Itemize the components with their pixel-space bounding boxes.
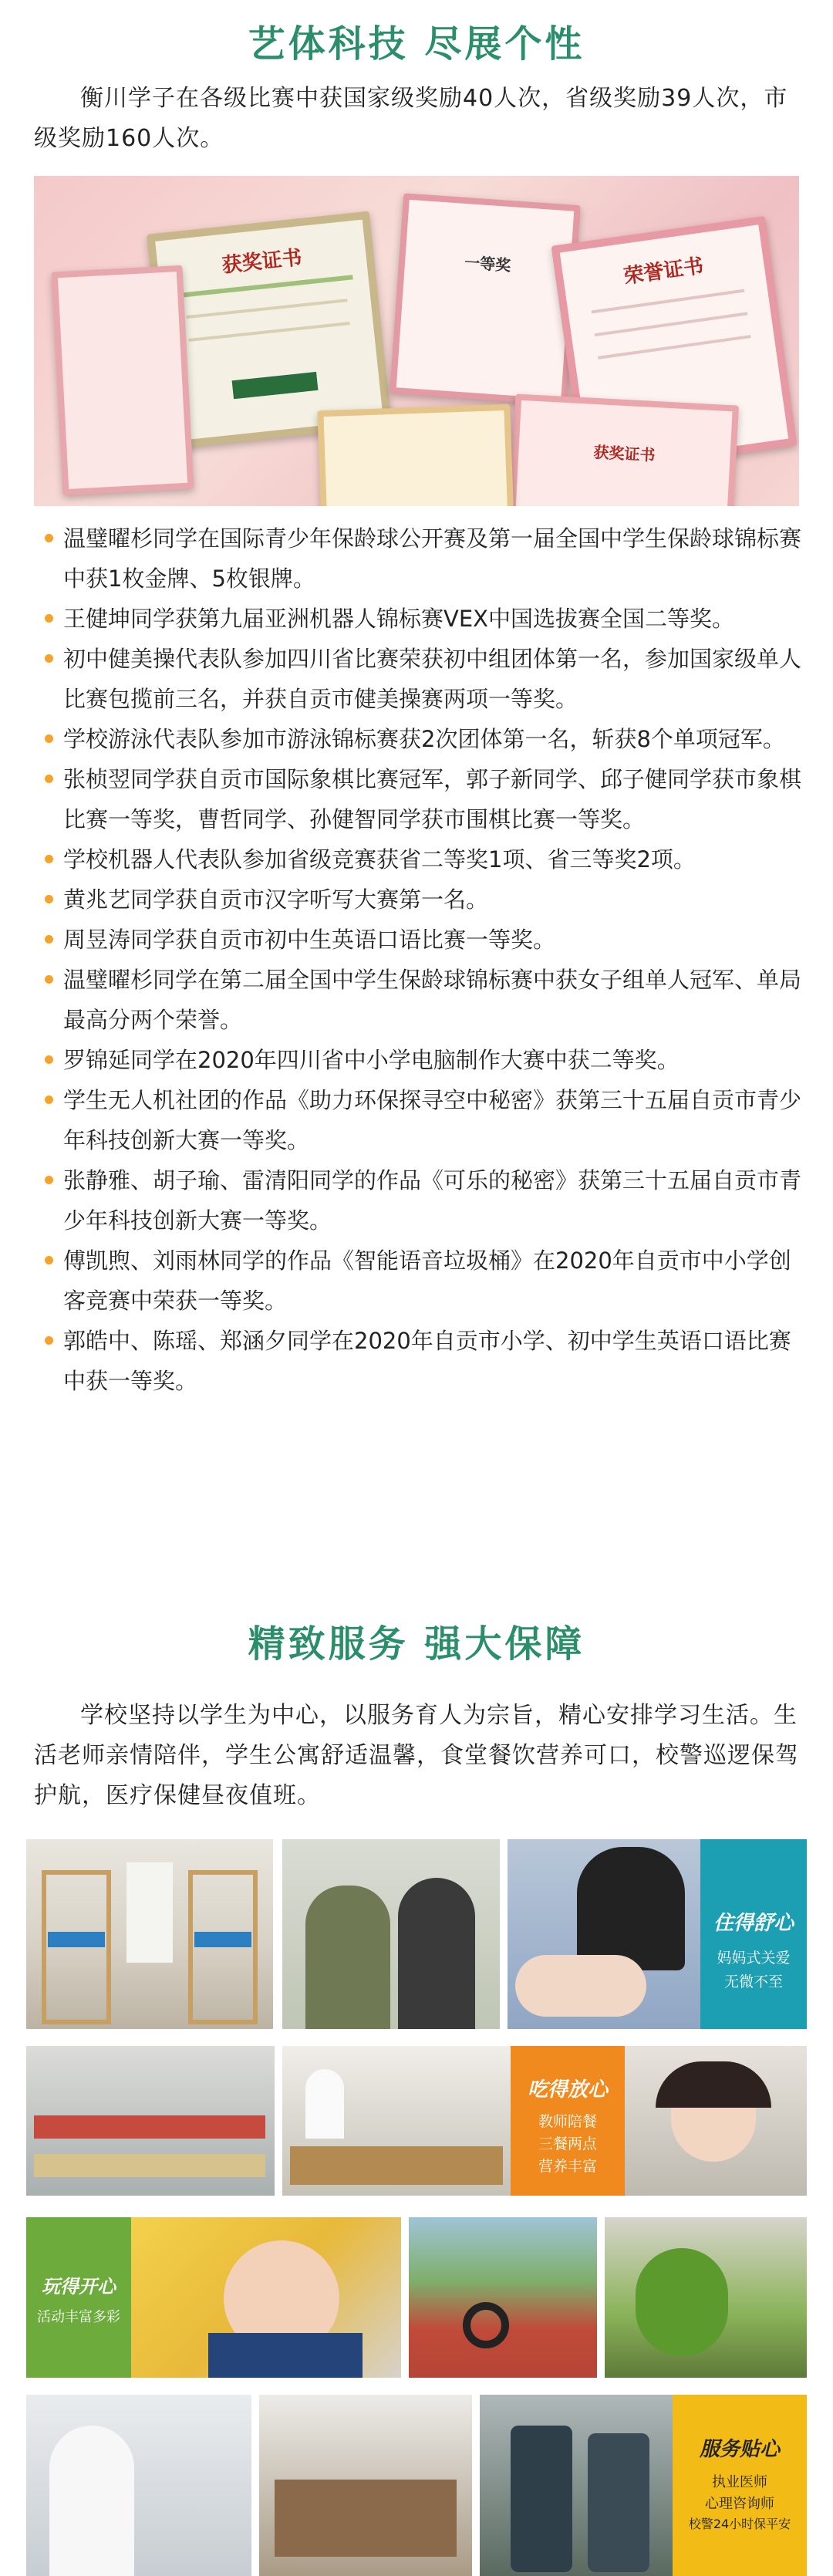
teacher-students-photo: [282, 1839, 500, 2029]
award-item: 罗锦延同学在2020年四川省中小学电脑制作大赛中获二等奖。: [34, 1040, 802, 1080]
award-item: 黄兆艺同学获自贡市汉字听写大赛第一名。: [34, 879, 802, 920]
certificates-photo: [34, 176, 799, 506]
tag-eat-assured: 吃得放心 教师陪餐 三餐两点 营养丰富: [511, 2046, 625, 2196]
dormitory-photo: [26, 1839, 273, 2029]
doctor-checkup-photo: [26, 2395, 251, 2576]
tag-service-attentive: 服务贴心 执业医师 心理咨询师 校警24小时保平安: [673, 2395, 807, 2576]
section-title-services: 精致服务 强大保障: [248, 1622, 585, 1666]
certificate-pink-left: [52, 265, 194, 495]
award-item: 初中健美操代表队参加四川省比赛荣获初中组团体第一名，参加国家级单人比赛包揽前三名，并获自贡市健美操赛两项一等奖。: [34, 639, 802, 719]
award-item: 张静雅、胡子瑜、雷清阳同学的作品《可乐的秘密》获第三十五届自贡市青少年科技创新大赛一等奖。: [34, 1160, 802, 1241]
track-field-photo: [409, 2217, 597, 2378]
award-item: 温璧曜杉同学在国际青少年保龄球公开赛及第一届全国中学生保龄球锦标赛中获1枚金牌、5枚银牌。: [34, 518, 802, 599]
certificate-center: 一等奖: [390, 193, 581, 405]
certificate-yellow: [317, 404, 514, 506]
certificate-honor: 荣誉证书: [551, 216, 797, 475]
counseling-photo: [259, 2395, 472, 2576]
tag-play-happily: 玩得开心 活动丰富多彩: [26, 2217, 131, 2378]
award-item: 温璧曜杉同学在第二届全国中学生保龄球锦标赛中获女子组单人冠军、单局最高分两个荣誉。: [34, 960, 802, 1040]
police-drill-photo: [480, 2395, 673, 2576]
award-item: 张桢翌同学获自贡市国际象棋比赛冠军，郭子新同学、邱子健同学获市象棋比赛一等奖，曹哲同学、孙健智同学获市围棋比赛一等奖。: [34, 759, 802, 839]
canteen-students-photo: [26, 2046, 275, 2196]
tag-live-comfortably: 住得舒心 妈妈式关爱 无微不至: [700, 1839, 807, 2029]
certificate-pink-bottom: 获奖证书: [509, 394, 739, 506]
services-intro: 学校坚持以学生为中心，以服务育人为宗旨，精心安排学习生活。生活老师亲情陪伴，学生公寓舒适温馨，食堂餐饮营养可口，校警巡逻保驾护航，医疗保健昼夜值班。: [34, 1702, 799, 1809]
awards-list: [34, 518, 802, 1401]
award-item: 学生无人机社团的作品《助力环保探寻空中秘密》获第三十五届自贡市青少年科技创新大赛一等奖。: [34, 1080, 802, 1160]
certificate-green: 获奖证书: [147, 211, 392, 450]
plant-activity-photo: [605, 2217, 807, 2378]
caring-teacher-photo: [508, 1839, 702, 2029]
kids-playing-photo: [131, 2217, 401, 2378]
award-item: 学校机器人代表队参加省级竞赛获省二等奖1项、省三等奖2项。: [34, 839, 802, 879]
award-item: 学校游泳代表队参加市游泳锦标赛获2次团体第一名，斩获8个单项冠军。: [34, 719, 802, 759]
award-item: 周昱涛同学获自贡市初中生英语口语比赛一等奖。: [34, 920, 802, 960]
section-title-arts-tech: 艺体科技 尽展个性: [248, 22, 585, 66]
canteen-kitchen-photo: [282, 2046, 511, 2196]
award-item: 郭皓中、陈瑶、郑涵夕同学在2020年自贡市小学、初中学生英语口语比赛中获一等奖。: [34, 1321, 802, 1401]
girl-eating-photo: [625, 2046, 807, 2196]
award-item: 傅凯煦、刘雨林同学的作品《智能语音垃圾桶》在2020年自贡市中小学创客竞赛中荣获一等奖。: [34, 1241, 802, 1321]
arts-tech-intro: 衡川学子在各级比赛中获国家级奖励40人次，省级奖励39人次，市级奖励160人次。: [34, 85, 788, 152]
award-item: 王健坤同学获第九届亚洲机器人锦标赛VEX中国选拔赛全国二等奖。: [34, 599, 802, 639]
